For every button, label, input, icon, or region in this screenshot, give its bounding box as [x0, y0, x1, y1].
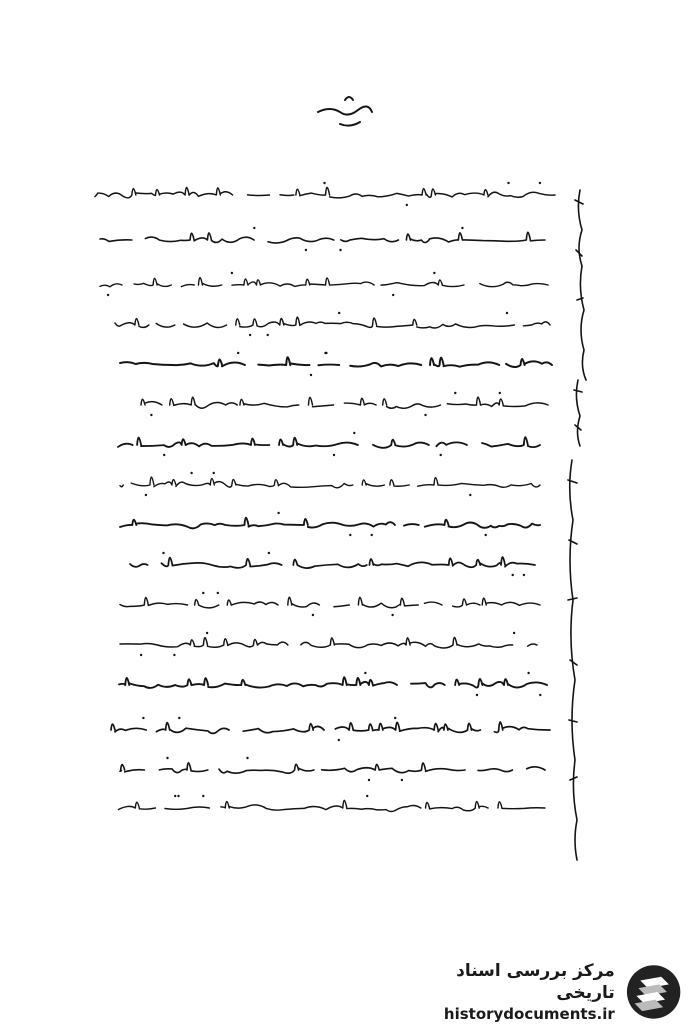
diacritic-dot: [145, 494, 147, 496]
diacritic-dot: [217, 592, 219, 594]
handwritten-line: [115, 317, 550, 328]
diacritic-dot: [461, 227, 463, 229]
diacritic-dot: [523, 574, 525, 576]
diacritic-dot: [267, 334, 269, 336]
diacritic-dot: [323, 182, 325, 184]
diacritic-dot: [237, 352, 239, 354]
watermark-text: [402, 960, 615, 1024]
diacritic-dot: [173, 654, 175, 656]
diacritic-dot: [163, 454, 165, 456]
diacritic-dot: [107, 294, 109, 296]
handwritten-line: [141, 397, 548, 408]
handwritten-line: [120, 518, 540, 529]
diacritic-dot: [268, 552, 270, 554]
diacritic-dot: [312, 614, 314, 616]
diacritic-dot: [366, 795, 368, 797]
diacritic-dot: [424, 414, 426, 416]
diacritic-dot: [150, 414, 152, 416]
diacritic-dot: [231, 272, 233, 274]
diacritic-dot: [454, 392, 456, 394]
diacritic-dot: [539, 182, 541, 184]
margin-note-right: [568, 190, 586, 860]
handwritten-line: [95, 187, 555, 197]
diacritic-dot: [174, 795, 176, 797]
diacritic-dot: [249, 334, 251, 336]
diacritic-dot: [353, 432, 355, 434]
handwritten-line: [120, 637, 537, 648]
diacritic-dot: [166, 757, 168, 759]
diacritic-dot: [394, 717, 396, 719]
diacritic-dot: [206, 632, 208, 634]
diacritic-dot: [485, 534, 487, 536]
diacritic-dot: [401, 779, 403, 781]
handwritten-line: [100, 278, 548, 287]
handwritten-line: [120, 357, 552, 367]
watermark-url: historydocuments.ir: [443, 1005, 615, 1023]
diacritic-dot: [338, 739, 340, 741]
diacritic-dot: [338, 312, 340, 314]
handwritten-line: [112, 597, 540, 608]
handwritten-line: [109, 677, 547, 688]
diacritic-dot: [368, 779, 370, 781]
diacritic-dot: [507, 182, 509, 184]
archive-watermark: [402, 960, 682, 1024]
diacritic-dot: [246, 757, 248, 759]
diacritic-dot: [513, 632, 515, 634]
diacritic-dot: [140, 654, 142, 656]
diacritic-dot: [364, 672, 366, 674]
diacritic-dot: [305, 249, 307, 251]
diacritic-dot: [371, 534, 373, 536]
diacritic-dot: [506, 312, 508, 314]
letter-body: [95, 182, 555, 812]
diacritic-dot: [190, 472, 192, 474]
handwritten-line: [120, 763, 545, 773]
diacritic-dot: [440, 454, 442, 456]
diacritic-dot: [392, 294, 394, 296]
diacritic-dot: [339, 249, 341, 251]
diacritic-dot: [349, 534, 351, 536]
diacritic-dot: [213, 472, 215, 474]
diacritic-dot: [469, 494, 471, 496]
handwritten-line: [109, 437, 540, 448]
archive-logo-icon: [625, 962, 682, 1022]
diacritic-dot: [277, 512, 279, 514]
handwritten-line: [111, 722, 550, 733]
diacritic-dot: [499, 392, 501, 394]
letter-heading: [318, 97, 372, 126]
diacritic-dot: [325, 352, 327, 354]
handwritten-line: [107, 800, 545, 811]
handwritten-line: [100, 232, 545, 243]
diacritic-dot: [539, 694, 541, 696]
diacritic-dot: [406, 204, 408, 206]
diacritic-dot: [142, 717, 144, 719]
diacritic-dot: [162, 552, 164, 554]
diacritic-dot: [333, 454, 335, 456]
handwritten-line: [130, 557, 535, 568]
diacritic-dot: [512, 574, 514, 576]
diacritic-dot: [476, 694, 478, 696]
diacritic-dot: [433, 272, 435, 274]
diacritic-dot: [391, 614, 393, 616]
diacritic-dot: [177, 795, 179, 797]
handwritten-line: [105, 477, 540, 488]
diacritic-dot: [178, 717, 180, 719]
diacritic-dot: [202, 592, 204, 594]
watermark-title: مرکز بررسی اسناد تاریخی: [456, 961, 615, 1003]
diacritic-dot: [202, 795, 204, 797]
diacritic-dot: [253, 227, 255, 229]
diacritic-dot: [310, 374, 312, 376]
diacritic-dot: [527, 672, 529, 674]
